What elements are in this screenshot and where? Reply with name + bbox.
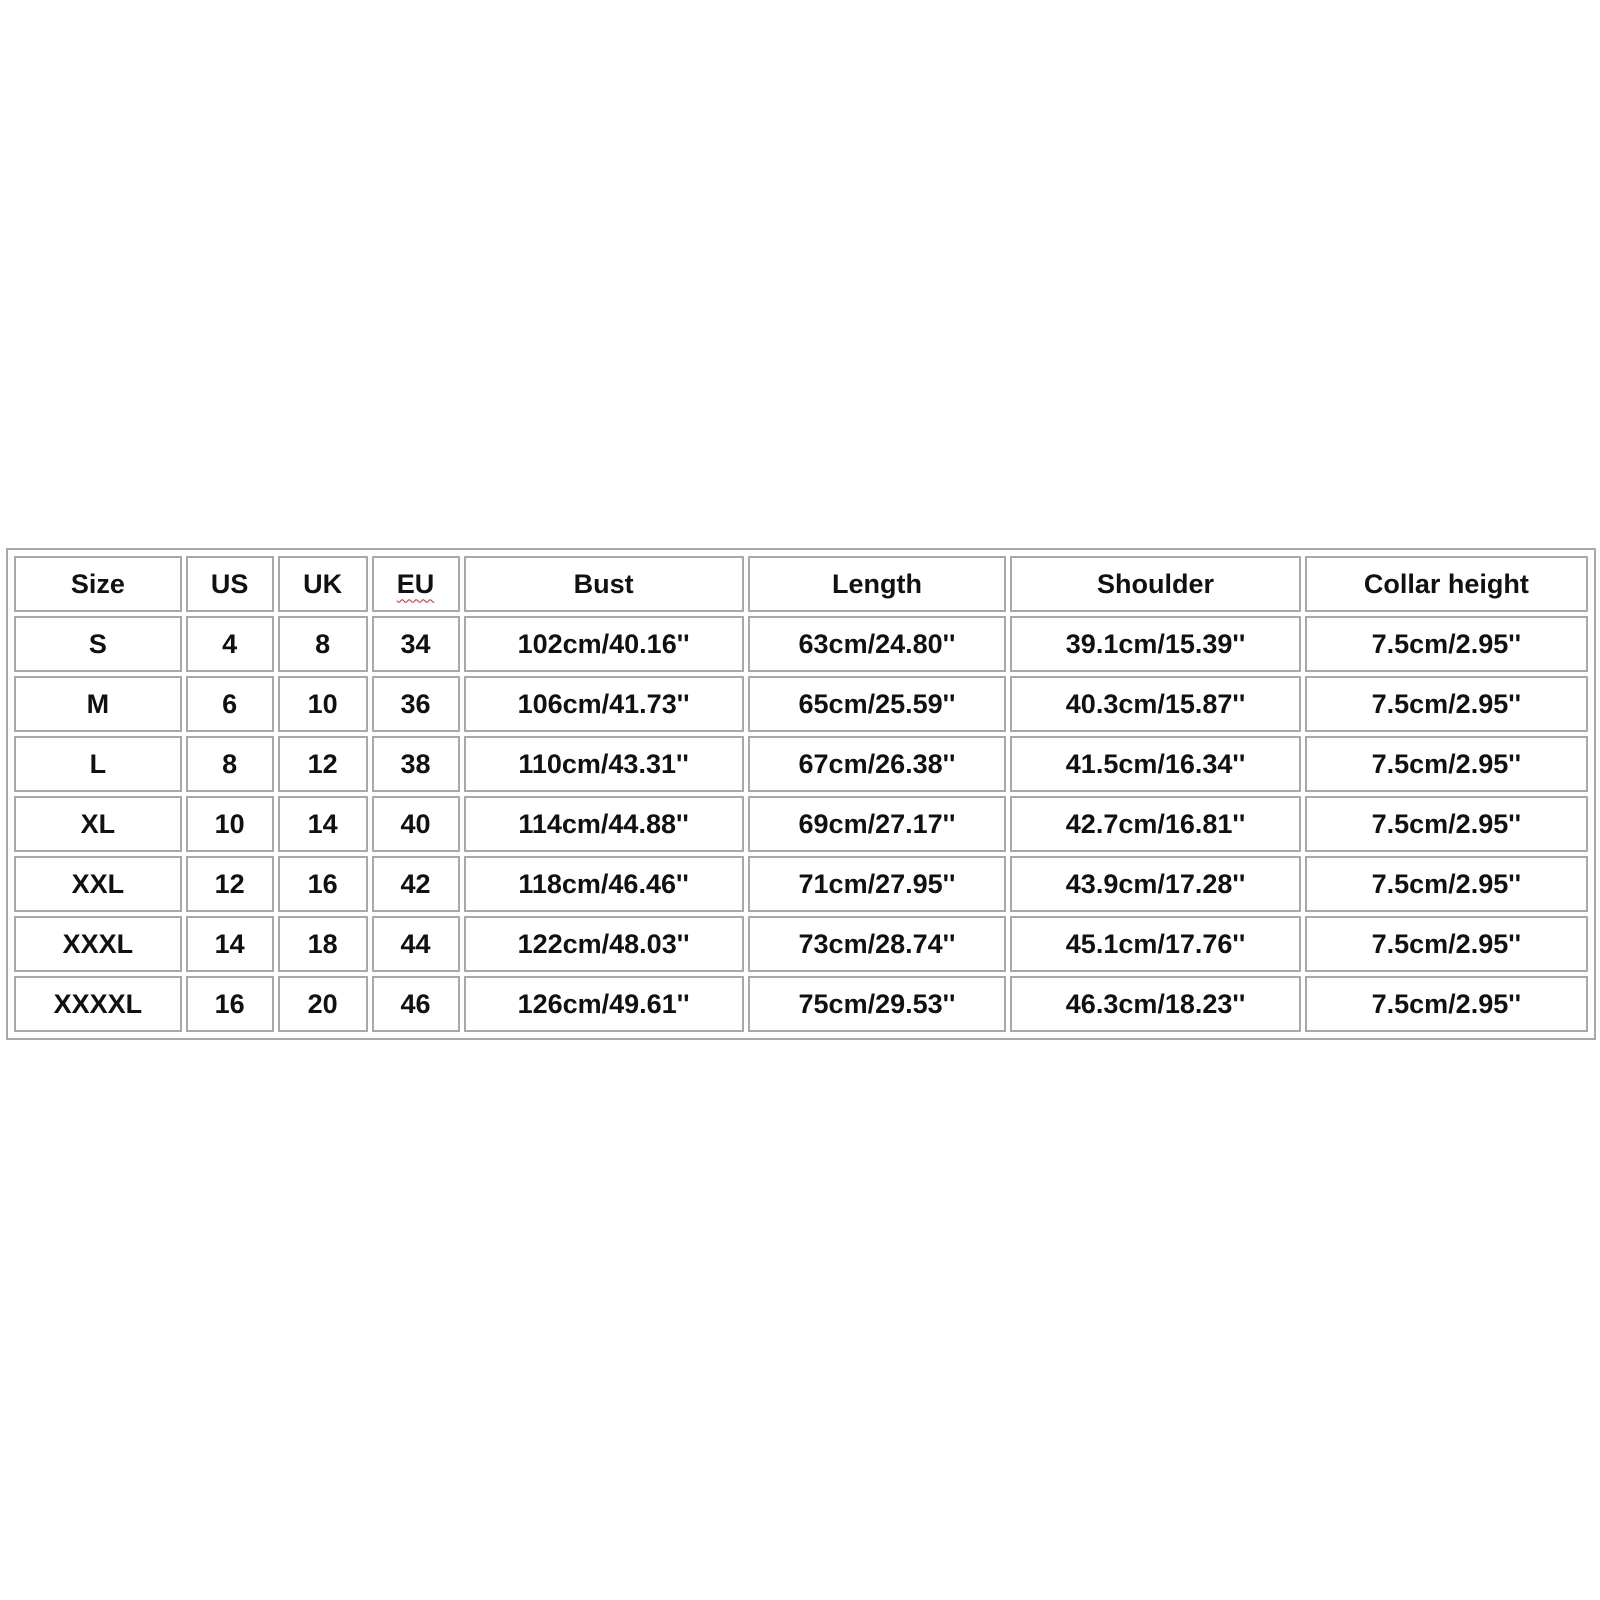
cell-collar-height: 7.5cm/2.95'' <box>1305 916 1588 972</box>
header-collar-height: Collar height <box>1305 556 1588 612</box>
table-row <box>14 916 1588 972</box>
table-row <box>14 796 1588 852</box>
table-row <box>14 976 1588 1032</box>
header-uk: UK <box>278 556 368 612</box>
cell-bust: 126cm/49.61'' <box>464 976 744 1032</box>
cell-length: 73cm/28.74'' <box>748 916 1007 972</box>
cell-bust: 122cm/48.03'' <box>464 916 744 972</box>
cell-uk: 16 <box>278 856 368 912</box>
size-chart-table <box>10 552 1592 1036</box>
cell-shoulder: 42.7cm/16.81'' <box>1010 796 1300 852</box>
cell-shoulder: 39.1cm/15.39'' <box>1010 616 1300 672</box>
cell-shoulder: 41.5cm/16.34'' <box>1010 736 1300 792</box>
cell-size: XXXXL <box>14 976 182 1032</box>
cell-uk: 12 <box>278 736 368 792</box>
cell-uk: 20 <box>278 976 368 1032</box>
cell-eu: 42 <box>372 856 460 912</box>
cell-collar-height: 7.5cm/2.95'' <box>1305 736 1588 792</box>
header-eu <box>372 556 460 612</box>
table-row <box>14 616 1588 672</box>
cell-us: 8 <box>186 736 274 792</box>
cell-us: 4 <box>186 616 274 672</box>
cell-bust: 102cm/40.16'' <box>464 616 744 672</box>
cell-uk: 14 <box>278 796 368 852</box>
cell-us: 14 <box>186 916 274 972</box>
cell-size: M <box>14 676 182 732</box>
cell-eu: 36 <box>372 676 460 732</box>
table-row <box>14 856 1588 912</box>
cell-collar-height: 7.5cm/2.95'' <box>1305 796 1588 852</box>
cell-size: XL <box>14 796 182 852</box>
cell-length: 71cm/27.95'' <box>748 856 1007 912</box>
cell-us: 6 <box>186 676 274 732</box>
cell-collar-height: 7.5cm/2.95'' <box>1305 616 1588 672</box>
cell-size: XXL <box>14 856 182 912</box>
cell-eu: 40 <box>372 796 460 852</box>
cell-length: 69cm/27.17'' <box>748 796 1007 852</box>
cell-eu: 38 <box>372 736 460 792</box>
header-shoulder: Shoulder <box>1010 556 1300 612</box>
cell-bust: 118cm/46.46'' <box>464 856 744 912</box>
table-row <box>14 676 1588 732</box>
cell-eu: 46 <box>372 976 460 1032</box>
cell-collar-height: 7.5cm/2.95'' <box>1305 976 1588 1032</box>
cell-length: 75cm/29.53'' <box>748 976 1007 1032</box>
cell-bust: 114cm/44.88'' <box>464 796 744 852</box>
cell-uk: 8 <box>278 616 368 672</box>
header-size: Size <box>14 556 182 612</box>
header-row <box>14 556 1588 612</box>
cell-shoulder: 45.1cm/17.76'' <box>1010 916 1300 972</box>
header-bust: Bust <box>464 556 744 612</box>
cell-length: 65cm/25.59'' <box>748 676 1007 732</box>
header-length: Length <box>748 556 1007 612</box>
cell-shoulder: 46.3cm/18.23'' <box>1010 976 1300 1032</box>
cell-size: L <box>14 736 182 792</box>
size-chart <box>6 548 1596 1040</box>
cell-us: 12 <box>186 856 274 912</box>
table-row <box>14 736 1588 792</box>
cell-eu: 34 <box>372 616 460 672</box>
header-us: US <box>186 556 274 612</box>
cell-us: 10 <box>186 796 274 852</box>
cell-size: XXXL <box>14 916 182 972</box>
cell-collar-height: 7.5cm/2.95'' <box>1305 856 1588 912</box>
cell-uk: 10 <box>278 676 368 732</box>
cell-eu: 44 <box>372 916 460 972</box>
cell-bust: 110cm/43.31'' <box>464 736 744 792</box>
cell-length: 67cm/26.38'' <box>748 736 1007 792</box>
cell-collar-height: 7.5cm/2.95'' <box>1305 676 1588 732</box>
cell-shoulder: 40.3cm/15.87'' <box>1010 676 1300 732</box>
cell-length: 63cm/24.80'' <box>748 616 1007 672</box>
cell-size: S <box>14 616 182 672</box>
cell-shoulder: 43.9cm/17.28'' <box>1010 856 1300 912</box>
cell-uk: 18 <box>278 916 368 972</box>
cell-us: 16 <box>186 976 274 1032</box>
cell-bust: 106cm/41.73'' <box>464 676 744 732</box>
header-eu-label: EU <box>396 568 435 599</box>
